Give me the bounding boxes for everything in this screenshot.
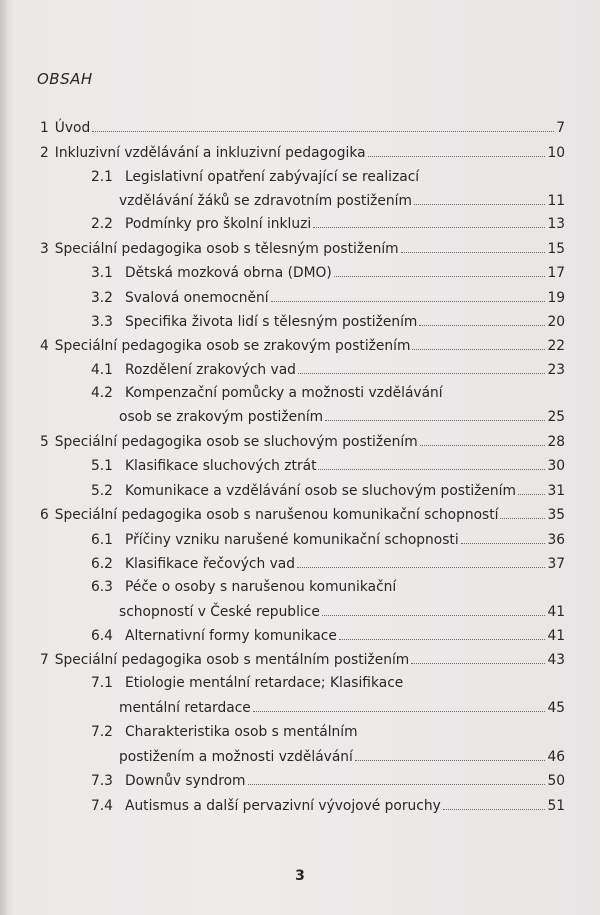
toc-leader-dots (253, 699, 546, 712)
toc-entry (119, 603, 565, 625)
toc-entry-number: 4.1 (91, 362, 113, 378)
toc-leader-dots (500, 506, 545, 519)
page-number: 3 (295, 868, 305, 884)
toc-entry-page: 19 (547, 290, 565, 306)
toc-leader-dots (419, 313, 545, 326)
toc-entry-number: 5.1 (91, 458, 113, 474)
toc-entry-title: Specifika života lidí s tělesným postižením (125, 314, 418, 330)
toc-leader-dots (443, 797, 546, 810)
toc-entry (91, 215, 565, 237)
toc-entry-page: 46 (547, 749, 565, 765)
toc-entry-page: 36 (547, 532, 565, 548)
toc-entry-number: 7.2 (91, 724, 113, 740)
toc-entry (40, 144, 565, 166)
toc-entry-title: Úvod (54, 120, 91, 136)
toc-entry-title: Speciální pedagogika osob se zrakovým postižením (54, 338, 411, 354)
page-fold-shadow (0, 0, 8, 915)
toc-entry-page: 41 (547, 628, 565, 644)
toc-entry-title: Rozdělení zrakových vad (125, 362, 296, 378)
toc-entry-page: 37 (547, 556, 565, 572)
toc-entry-page: 35 (547, 507, 565, 523)
toc-entry-number: 2.1 (91, 169, 113, 185)
toc-entry-title: Inkluzivní vzdělávání a inkluzivní pedagogika (54, 145, 366, 161)
toc-leader-dots (298, 361, 546, 374)
toc-entry-page: 45 (547, 700, 565, 716)
toc-leader-dots (412, 337, 545, 350)
toc-entry (91, 361, 565, 383)
toc-entry (91, 313, 565, 335)
toc-entry (119, 192, 565, 214)
toc-entry-page: 28 (547, 434, 565, 450)
toc-leader-dots (334, 264, 546, 277)
toc-entry (40, 506, 565, 528)
toc-entry-page: 17 (547, 265, 565, 281)
toc-entry-title: Charakteristika osob s mentálním (125, 724, 358, 740)
toc-leader-dots (92, 119, 554, 132)
toc-entry (91, 264, 565, 286)
toc-entry (40, 651, 565, 673)
toc-entry-number: 5.2 (91, 483, 113, 499)
toc-entry (91, 675, 565, 697)
toc-entry (91, 772, 565, 794)
toc-entry-number: 3.1 (91, 265, 113, 281)
toc-entry-page: 23 (547, 362, 565, 378)
toc-entry-title: Etiologie mentální retardace; Klasifikace (125, 675, 404, 691)
toc-entry-number: 3 (40, 241, 49, 257)
toc-entry-number: 3.3 (91, 314, 113, 330)
toc-entry-page: 10 (547, 145, 565, 161)
toc-entry-title: vzdělávání žáků se zdravotním postižením (119, 193, 412, 209)
toc-entry-title: Komunikace a vzdělávání osob se sluchovým postižením (125, 483, 516, 499)
toc-entry-title: Speciální pedagogika osob s tělesným postižením (54, 241, 399, 257)
toc-entry (91, 482, 565, 504)
toc-entry-title: Podmínky pro školní inkluzi (125, 216, 312, 232)
toc-entry-title: Příčiny vzniku narušené komunikační schopnosti (125, 532, 459, 548)
toc-leader-dots (318, 457, 545, 470)
toc-entry-page: 31 (547, 483, 565, 499)
toc-leader-dots (355, 748, 546, 761)
toc-entry-title: Klasifikace sluchových ztrát (125, 458, 317, 474)
toc-entry-number: 7.3 (91, 773, 113, 789)
toc-entry-page: 11 (547, 193, 565, 209)
toc-leader-dots (420, 433, 546, 446)
toc-entry-page: 15 (547, 241, 565, 257)
toc-entry-page: 22 (547, 338, 565, 354)
toc-entry-number: 7.4 (91, 798, 113, 814)
toc-entry-number: 6.3 (91, 579, 113, 595)
toc-leader-dots (368, 144, 546, 157)
toc-entry-page: 41 (547, 604, 565, 620)
toc-leader-dots (325, 408, 545, 421)
toc-entry (91, 289, 565, 311)
toc-entry (119, 699, 565, 721)
toc-leader-dots (414, 192, 546, 205)
toc-entry-page: 50 (547, 773, 565, 789)
toc-entry-number: 7 (40, 652, 49, 668)
toc-entry-page: 13 (547, 216, 565, 232)
toc-entry-title: Kompenzační pomůcky a možnosti vzdělávání (125, 385, 443, 401)
toc-leader-dots (248, 772, 546, 785)
toc-entry-number: 4.2 (91, 385, 113, 401)
toc-leader-dots (339, 627, 546, 640)
toc-heading: OBSAH (37, 70, 93, 88)
toc-entry (40, 337, 565, 359)
toc-entry (40, 119, 565, 141)
toc-entry-number: 6 (40, 507, 49, 523)
toc-entry (91, 797, 565, 819)
toc-entry-page: 30 (547, 458, 565, 474)
toc-entry (119, 408, 565, 430)
toc-entry-title: Dětská mozková obrna (DMO) (125, 265, 332, 281)
toc-entry-page: 51 (547, 798, 565, 814)
toc-entry-title: Downův syndrom (125, 773, 246, 789)
toc-leader-dots (271, 289, 546, 302)
toc-entry-number: 4 (40, 338, 49, 354)
toc-entry-title: Speciální pedagogika osob s narušenou komunikační schopností (54, 507, 499, 523)
toc-entry (91, 457, 565, 479)
toc-entry (119, 748, 565, 770)
toc-leader-dots (401, 240, 546, 253)
toc-entry-page: 7 (556, 120, 565, 136)
toc-entry-title: Speciální pedagogika osob s mentálním postižením (54, 652, 410, 668)
toc-entry (91, 169, 565, 191)
toc-entry-title: schopností v České republice (119, 604, 320, 620)
toc-entry-number: 5 (40, 434, 49, 450)
toc-leader-dots (322, 603, 546, 616)
toc-leader-dots (313, 215, 545, 228)
toc-entry-title: osob se zrakovým postižením (119, 409, 324, 425)
toc-entry (91, 627, 565, 649)
toc-entry-title: Klasifikace řečových vad (125, 556, 296, 572)
toc-entry (40, 240, 565, 262)
toc-entry (91, 385, 565, 407)
toc-entry-title: mentální retardace (119, 700, 251, 716)
toc-entry-number: 7.1 (91, 675, 113, 691)
toc-entry (91, 724, 565, 746)
toc-entry-number: 6.1 (91, 532, 113, 548)
toc-entry-number: 1 (40, 120, 49, 136)
toc-entry-number: 6.4 (91, 628, 113, 644)
toc-entry-number: 2.2 (91, 216, 113, 232)
toc-entry-title: Speciální pedagogika osob se sluchovým postižením (54, 434, 418, 450)
toc-entry-title: Legislativní opatření zabývající se realizací (125, 169, 420, 185)
toc-entry-number: 2 (40, 145, 49, 161)
toc-entry-title: Alternativní formy komunikace (125, 628, 337, 644)
toc-entry-title: Péče o osoby s narušenou komunikační (125, 579, 397, 595)
toc-entry-title: Svalová onemocnění (125, 290, 269, 306)
toc-entry-page: 25 (547, 409, 565, 425)
toc-entry-title: Autismus a další pervazivní vývojové poruchy (125, 798, 441, 814)
toc-entry-page: 20 (547, 314, 565, 330)
toc-leader-dots (518, 482, 546, 495)
toc-entry-number: 3.2 (91, 290, 113, 306)
toc-leader-dots (411, 651, 545, 664)
toc-leader-dots (297, 555, 545, 568)
toc-entry-page: 43 (547, 652, 565, 668)
toc-entry (91, 531, 565, 553)
toc-entry-number: 6.2 (91, 556, 113, 572)
toc-entry (91, 555, 565, 577)
toc-entry-title: postižením a možnosti vzdělávání (119, 749, 353, 765)
toc-entry (40, 433, 565, 455)
toc-leader-dots (461, 531, 546, 544)
toc-entry (91, 579, 565, 601)
